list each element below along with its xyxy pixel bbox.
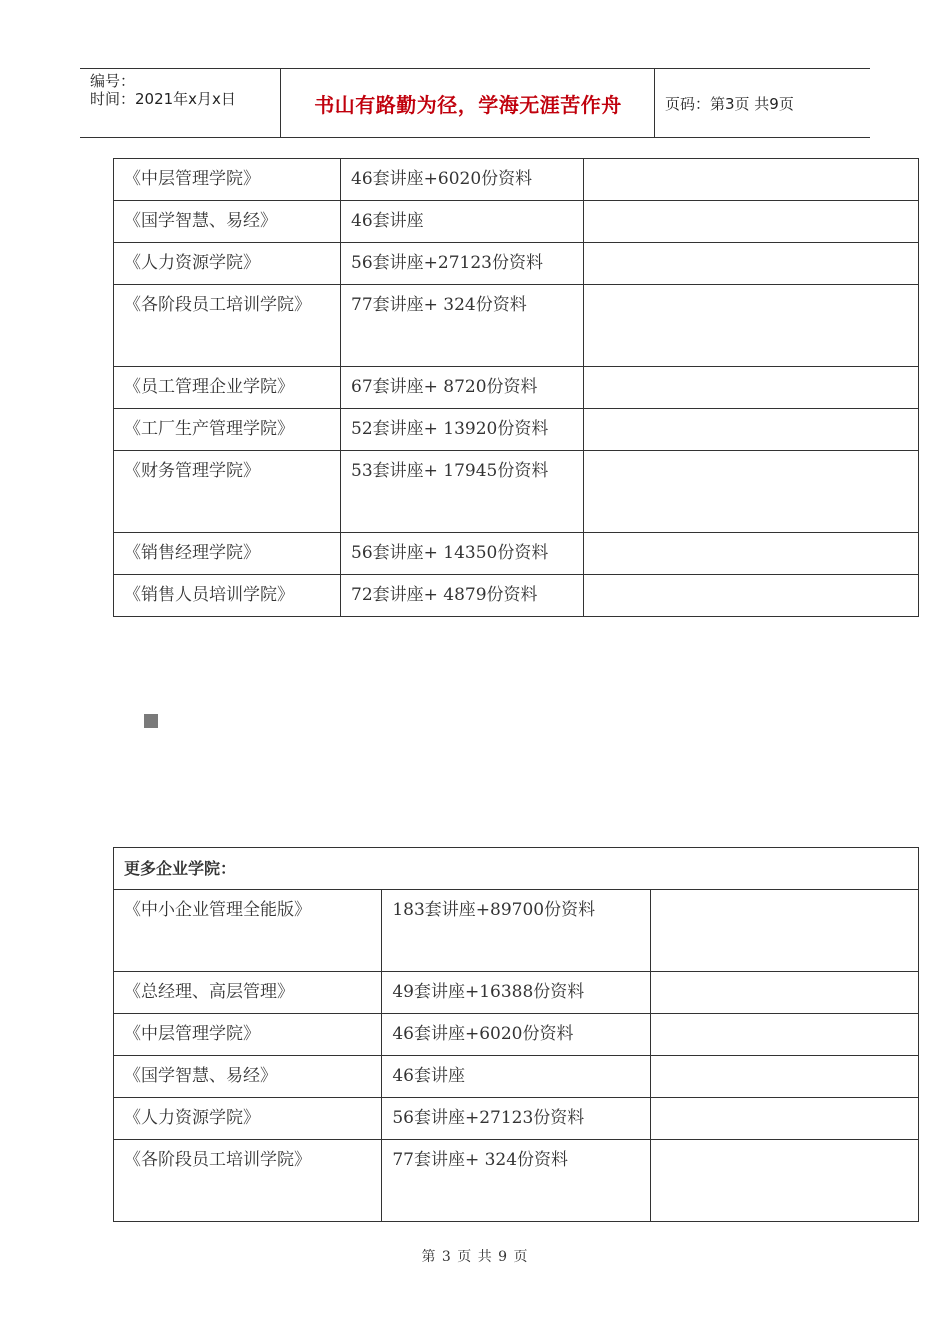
course-desc: 56套讲座+27123份资料 [382,1098,650,1140]
course-name: 《中小企业管理全能版》 [114,890,382,972]
table-heading-row [114,848,919,890]
course-extra [584,243,919,285]
course-desc: 52套讲座+ 13920份资料 [341,409,584,451]
course-name: 《各阶段员工培训学院》 [114,285,341,367]
course-name: 《国学智慧、易经》 [114,201,341,243]
course-desc: 72套讲座+ 4879份资料 [341,575,584,617]
course-extra [584,367,919,409]
course-extra [650,1098,918,1140]
course-name: 《总经理、高层管理》 [114,972,382,1014]
course-name: 《中层管理学院》 [114,1014,382,1056]
course-desc: 46套讲座 [382,1056,650,1098]
course-name: 《员工管理企业学院》 [114,367,341,409]
table-row [114,575,919,617]
course-table [113,158,919,617]
table-heading: 更多企业学院： [114,848,919,890]
time-label: 时间：2021年x月x日 [90,90,236,108]
table-row [114,1098,919,1140]
table-row [114,285,919,367]
course-desc: 49套讲座+16388份资料 [382,972,650,1014]
course-extra [584,451,919,533]
course-name: 《人力资源学院》 [114,1098,382,1140]
course-desc: 46套讲座 [341,201,584,243]
table-row [114,972,919,1014]
course-name: 《国学智慧、易经》 [114,1056,382,1098]
number-label: 编号： [90,72,136,90]
table-row [114,451,919,533]
course-extra [650,1140,918,1222]
course-extra [584,201,919,243]
course-desc: 77套讲座+ 324份资料 [382,1140,650,1222]
table-row [114,1056,919,1098]
table-row [114,1014,919,1056]
page-header [80,68,870,138]
course-name: 《各阶段员工培训学院》 [114,1140,382,1222]
course-desc: 56套讲座+27123份资料 [341,243,584,285]
course-desc: 46套讲座+6020份资料 [382,1014,650,1056]
course-extra [650,1056,918,1098]
square-bullet-icon [144,714,158,728]
course-extra [584,409,919,451]
course-extra [650,1014,918,1056]
course-extra [584,159,919,201]
course-extra [584,575,919,617]
table-row [114,243,919,285]
course-extra [584,285,919,367]
table-row [114,159,919,201]
course-desc: 77套讲座+ 324份资料 [341,285,584,367]
course-name: 《销售人员培训学院》 [114,575,341,617]
course-extra [584,533,919,575]
course-name: 《财务管理学院》 [114,451,341,533]
course-desc: 56套讲座+ 14350份资料 [341,533,584,575]
table-row [114,890,919,972]
more-courses-table [113,847,919,1222]
table-row [114,533,919,575]
table-row [114,367,919,409]
header-meta [80,69,281,137]
table-row [114,201,919,243]
course-name: 《工厂生产管理学院》 [114,409,341,451]
course-extra [650,890,918,972]
header-page-info: 页码：第3页 共9页 [665,94,794,113]
course-name: 《销售经理学院》 [114,533,341,575]
course-name: 《中层管理学院》 [114,159,341,201]
table-row [114,409,919,451]
course-desc: 53套讲座+ 17945份资料 [341,451,584,533]
table-row [114,1140,919,1222]
page-footer: 第 3 页 共 9 页 [421,1249,529,1265]
course-name: 《人力资源学院》 [114,243,341,285]
course-extra [650,972,918,1014]
course-desc: 67套讲座+ 8720份资料 [341,367,584,409]
header-motto: 书山有路勤为径，学海无涯苦作舟 [282,69,655,137]
course-desc: 183套讲座+89700份资料 [382,890,650,972]
course-desc: 46套讲座+6020份资料 [341,159,584,201]
